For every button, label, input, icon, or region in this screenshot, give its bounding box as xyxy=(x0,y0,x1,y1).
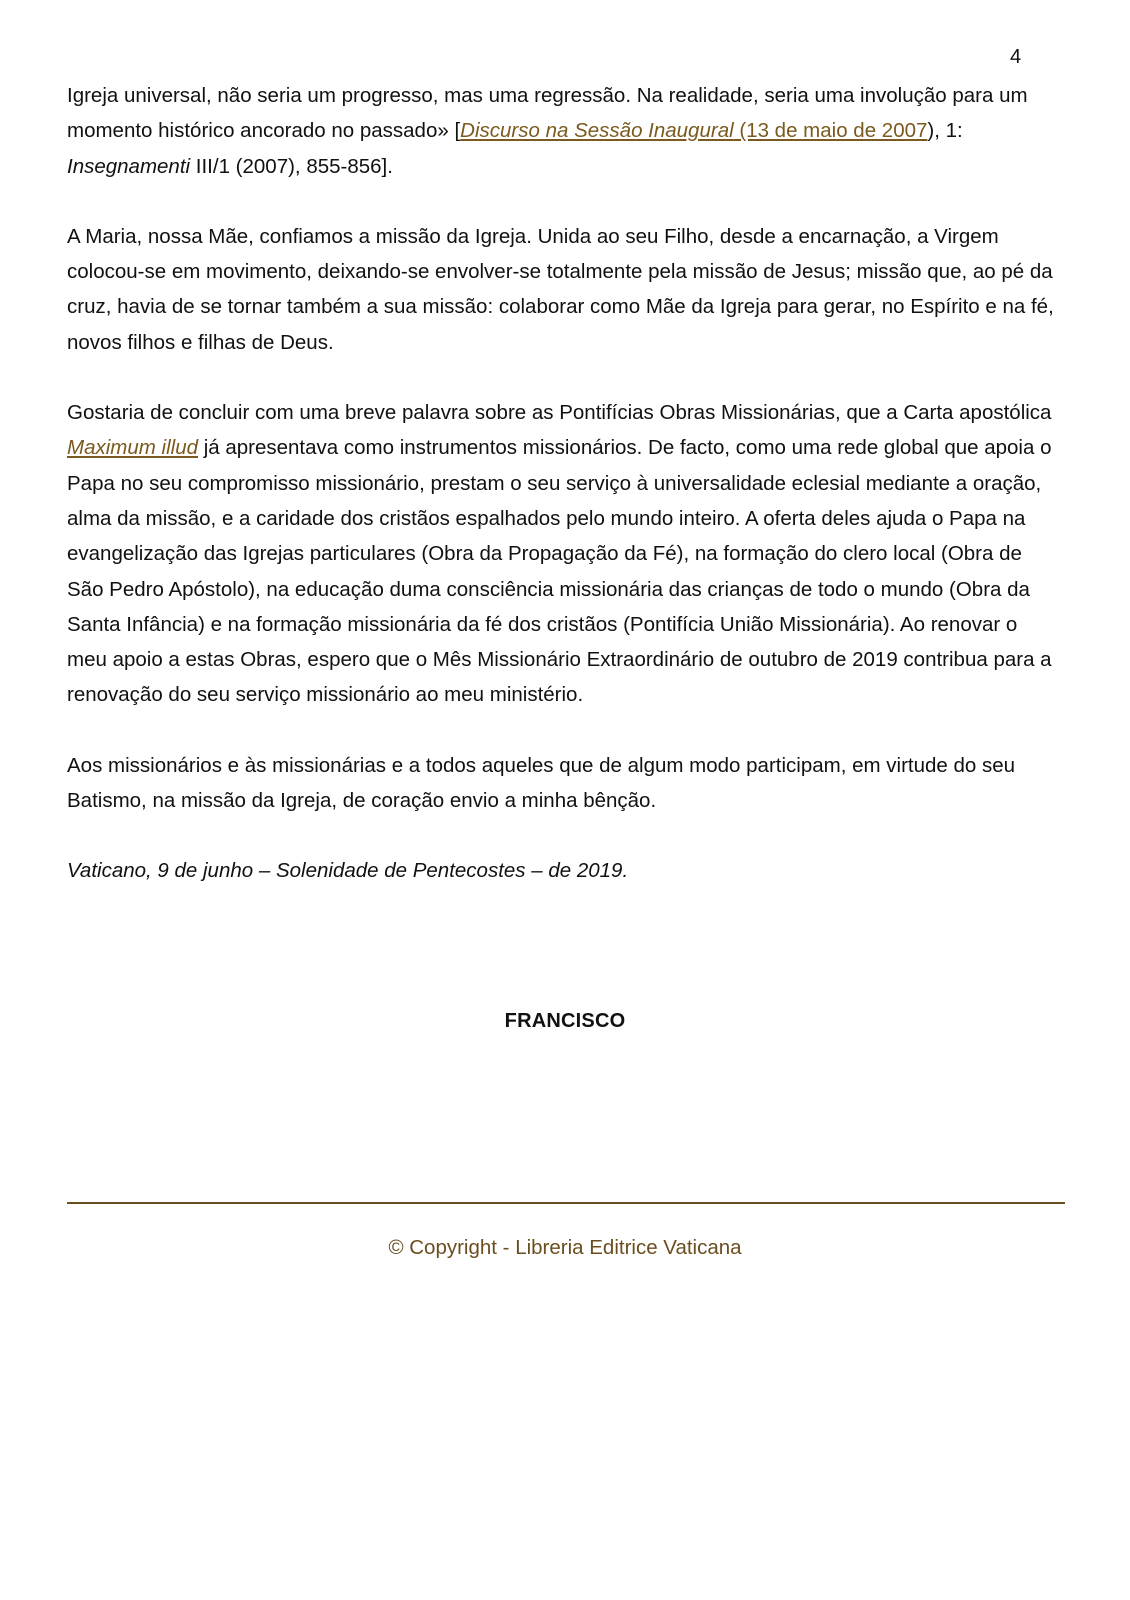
footer-divider xyxy=(67,1202,1065,1204)
discurso-link-date: (13 de maio de 2007 xyxy=(733,119,928,143)
paragraph-2: A Maria, nossa Mãe, confiamos a missão da Igreja. Unida ao seu Filho, desde a encarnação, a Virgem colocou-se em movimento, deixando-se envolver-se totalmente pela missão de Jesus; missão que, ao pé da cruz, havia de se tornar também a sua missão: colaborar como Mãe da Igreja para gerar, no Espírito e na fé, novos filhos e filhas de Deus. xyxy=(67,224,1054,354)
maximum-illud-link[interactable]: Maximum illud xyxy=(67,436,198,460)
paragraph-1-text-b: ), 1: xyxy=(927,119,963,143)
paragraph-4: Aos missionários e às missionárias e a todos aqueles que de algum modo participam, em virtude do seu Batismo, na missão da Igreja, de coração envio a minha bênção. xyxy=(67,753,1016,813)
paragraph-3-text-b: já apresentava como instrumentos missionários. De facto, como uma rede global que apoia o Papa no seu compromisso missionário, prestam o seu serviço à universalidade eclesial mediante a oração, alma da missão, e a caridade dos cristãos espalhados pelo mundo inteiro. A oferta deles ajuda o Papa na evangelização das Igrejas particulares (Obra da Propagação da Fé), na formação do clero local (Obra de São Pedro Apóstolo), na educação duma consciência missionária das crianças de todo o mundo (Obra da Santa Infância) e na formação missionária da fé dos cristãos (Pontifícia União Missionária). Ao renovar o meu apoio a estas Obras, espero que o Mês Missionário Extraordinário de outubro de 2019 contribua para a renovação do seu serviço missionário ao meu ministério. xyxy=(67,436,1052,707)
paragraph-1-text-c: III/1 (2007), 855-856]. xyxy=(190,154,393,178)
discurso-link-title: Discurso na Sessão Inaugural xyxy=(460,119,734,143)
copyright-notice: © Copyright - Libreria Editrice Vaticana xyxy=(388,1236,742,1259)
insegnamenti-ref: Insegnamenti xyxy=(67,154,191,178)
signature: FRANCISCO xyxy=(504,1010,626,1032)
paragraph-1 xyxy=(67,78,1057,184)
paragraph-1-text-a: Igreja universal, não seria um progresso, mas uma regressão. Na realidade, seria uma involução para um momento histórico ancorado no passado» [ xyxy=(67,84,1028,143)
paragraph-3-text-a: Gostaria de concluir com uma breve palavra sobre as Pontifícias Obras Missionárias, que a Carta apostólica xyxy=(67,401,1052,425)
discurso-link[interactable] xyxy=(460,119,927,142)
paragraph-3 xyxy=(67,395,1057,713)
document-body xyxy=(67,78,1057,889)
page-number: 4 xyxy=(1010,46,1022,68)
date-line: Vaticano, 9 de junho – Solenidade de Pentecostes – de 2019. xyxy=(67,859,629,883)
